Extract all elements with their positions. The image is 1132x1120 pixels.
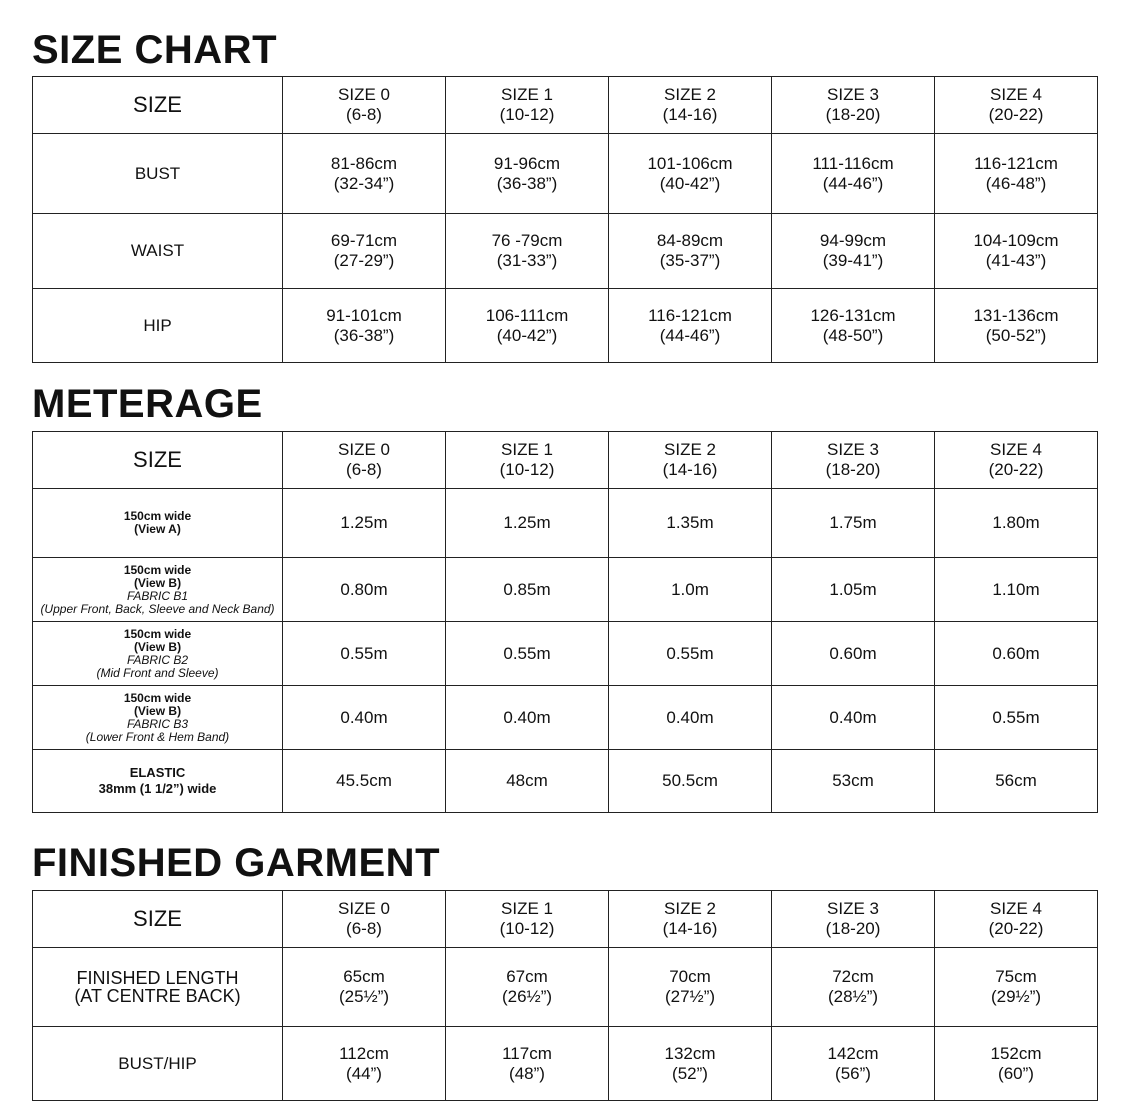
table-cell: 67cm (26½”) xyxy=(446,948,609,1027)
table-cell: 0.40m xyxy=(446,686,609,750)
row-label: 150cm wide (View B) FABRIC B3 (Lower Front & Hem Band) xyxy=(33,686,283,750)
elastic-row xyxy=(33,750,1098,813)
fabric-b3-row xyxy=(33,686,1098,750)
header-row xyxy=(33,891,1098,948)
table-cell: 84-89cm (35-37”) xyxy=(609,214,772,289)
table-cell: 106-111cm (40-42”) xyxy=(446,289,609,363)
finished-length-row xyxy=(33,948,1098,1027)
size-2-header: SIZE 2 (14-16) xyxy=(609,77,772,134)
size-0-header: SIZE 0 (6-8) xyxy=(283,432,446,489)
table-cell: 126-131cm (48-50”) xyxy=(772,289,935,363)
size-chart-title: SIZE CHART xyxy=(32,28,277,72)
size-chart-table xyxy=(32,76,1098,363)
table-cell: 1.05m xyxy=(772,558,935,622)
table-cell: 0.60m xyxy=(935,622,1098,686)
table-cell: 142cm (56”) xyxy=(772,1027,935,1101)
size-header-label: SIZE xyxy=(33,432,283,489)
size-4-header: SIZE 4 (20-22) xyxy=(935,891,1098,948)
table-cell: 1.80m xyxy=(935,489,1098,558)
size-1-header: SIZE 1 (10-12) xyxy=(446,891,609,948)
size-header-label: SIZE xyxy=(33,77,283,134)
table-cell: 65cm (25½”) xyxy=(283,948,446,1027)
size-3-header: SIZE 3 (18-20) xyxy=(772,891,935,948)
finished-garment-title: FINISHED GARMENT xyxy=(32,841,440,885)
table-cell: 75cm (29½”) xyxy=(935,948,1098,1027)
table-cell: 0.55m xyxy=(935,686,1098,750)
size-4-header: SIZE 4 (20-22) xyxy=(935,77,1098,134)
size-3-header: SIZE 3 (18-20) xyxy=(772,77,935,134)
fabric-b2-row xyxy=(33,622,1098,686)
size-1-header: SIZE 1 (10-12) xyxy=(446,432,609,489)
table-cell: 104-109cm (41-43”) xyxy=(935,214,1098,289)
row-label: 150cm wide (View A) xyxy=(33,489,283,558)
row-label: FINISHED LENGTH (AT CENTRE BACK) xyxy=(33,948,283,1027)
hip-row xyxy=(33,289,1098,363)
size-1-header: SIZE 1 (10-12) xyxy=(446,77,609,134)
table-cell: 72cm (28½”) xyxy=(772,948,935,1027)
fabric-b1-row xyxy=(33,558,1098,622)
table-cell: 70cm (27½”) xyxy=(609,948,772,1027)
table-cell: 0.40m xyxy=(609,686,772,750)
table-cell: 132cm (52”) xyxy=(609,1027,772,1101)
table-cell: 53cm xyxy=(772,750,935,813)
table-cell: 76 -79cm (31-33”) xyxy=(446,214,609,289)
bust-hip-row xyxy=(33,1027,1098,1101)
table-cell: 1.75m xyxy=(772,489,935,558)
table-cell: 112cm (44”) xyxy=(283,1027,446,1101)
table-cell: 91-96cm (36-38”) xyxy=(446,134,609,214)
table-cell: 0.80m xyxy=(283,558,446,622)
table-cell: 0.40m xyxy=(772,686,935,750)
table-cell: 45.5cm xyxy=(283,750,446,813)
row-label: 150cm wide (View B) FABRIC B1 (Upper Front, Back, Sleeve and Neck Band) xyxy=(33,558,283,622)
size-2-header: SIZE 2 (14-16) xyxy=(609,432,772,489)
size-2-header: SIZE 2 (14-16) xyxy=(609,891,772,948)
header-row xyxy=(33,77,1098,134)
row-label: WAIST xyxy=(33,214,283,289)
table-cell: 94-99cm (39-41”) xyxy=(772,214,935,289)
table-cell: 152cm (60”) xyxy=(935,1027,1098,1101)
table-cell: 50.5cm xyxy=(609,750,772,813)
table-cell: 0.40m xyxy=(283,686,446,750)
row-label: BUST xyxy=(33,134,283,214)
table-cell: 0.85m xyxy=(446,558,609,622)
row-label: 150cm wide (View B) FABRIC B2 (Mid Front and Sleeve) xyxy=(33,622,283,686)
row-label: ELASTIC 38mm (1 1/2”) wide xyxy=(33,750,283,813)
meterage-table xyxy=(32,431,1098,813)
table-cell: 69-71cm (27-29”) xyxy=(283,214,446,289)
table-cell: 0.55m xyxy=(283,622,446,686)
meterage-title: METERAGE xyxy=(32,382,263,426)
size-3-header: SIZE 3 (18-20) xyxy=(772,432,935,489)
view-a-row xyxy=(33,489,1098,558)
table-cell: 0.55m xyxy=(609,622,772,686)
table-cell: 91-101cm (36-38”) xyxy=(283,289,446,363)
table-cell: 48cm xyxy=(446,750,609,813)
finished-garment-table xyxy=(32,890,1098,1101)
size-header-label: SIZE xyxy=(33,891,283,948)
table-cell: 1.0m xyxy=(609,558,772,622)
table-cell: 0.60m xyxy=(772,622,935,686)
table-cell: 1.35m xyxy=(609,489,772,558)
table-cell: 116-121cm (46-48”) xyxy=(935,134,1098,214)
table-cell: 0.55m xyxy=(446,622,609,686)
table-cell: 117cm (48”) xyxy=(446,1027,609,1101)
waist-row xyxy=(33,214,1098,289)
header-row xyxy=(33,432,1098,489)
row-label: BUST/HIP xyxy=(33,1027,283,1101)
table-cell: 1.25m xyxy=(446,489,609,558)
table-cell: 1.10m xyxy=(935,558,1098,622)
row-label: HIP xyxy=(33,289,283,363)
table-cell: 101-106cm (40-42”) xyxy=(609,134,772,214)
table-cell: 111-116cm (44-46”) xyxy=(772,134,935,214)
table-cell: 1.25m xyxy=(283,489,446,558)
table-cell: 56cm xyxy=(935,750,1098,813)
table-cell: 116-121cm (44-46”) xyxy=(609,289,772,363)
size-0-header: SIZE 0 (6-8) xyxy=(283,77,446,134)
bust-row xyxy=(33,134,1098,214)
table-cell: 81-86cm (32-34”) xyxy=(283,134,446,214)
table-cell: 131-136cm (50-52”) xyxy=(935,289,1098,363)
size-4-header: SIZE 4 (20-22) xyxy=(935,432,1098,489)
size-0-header: SIZE 0 (6-8) xyxy=(283,891,446,948)
